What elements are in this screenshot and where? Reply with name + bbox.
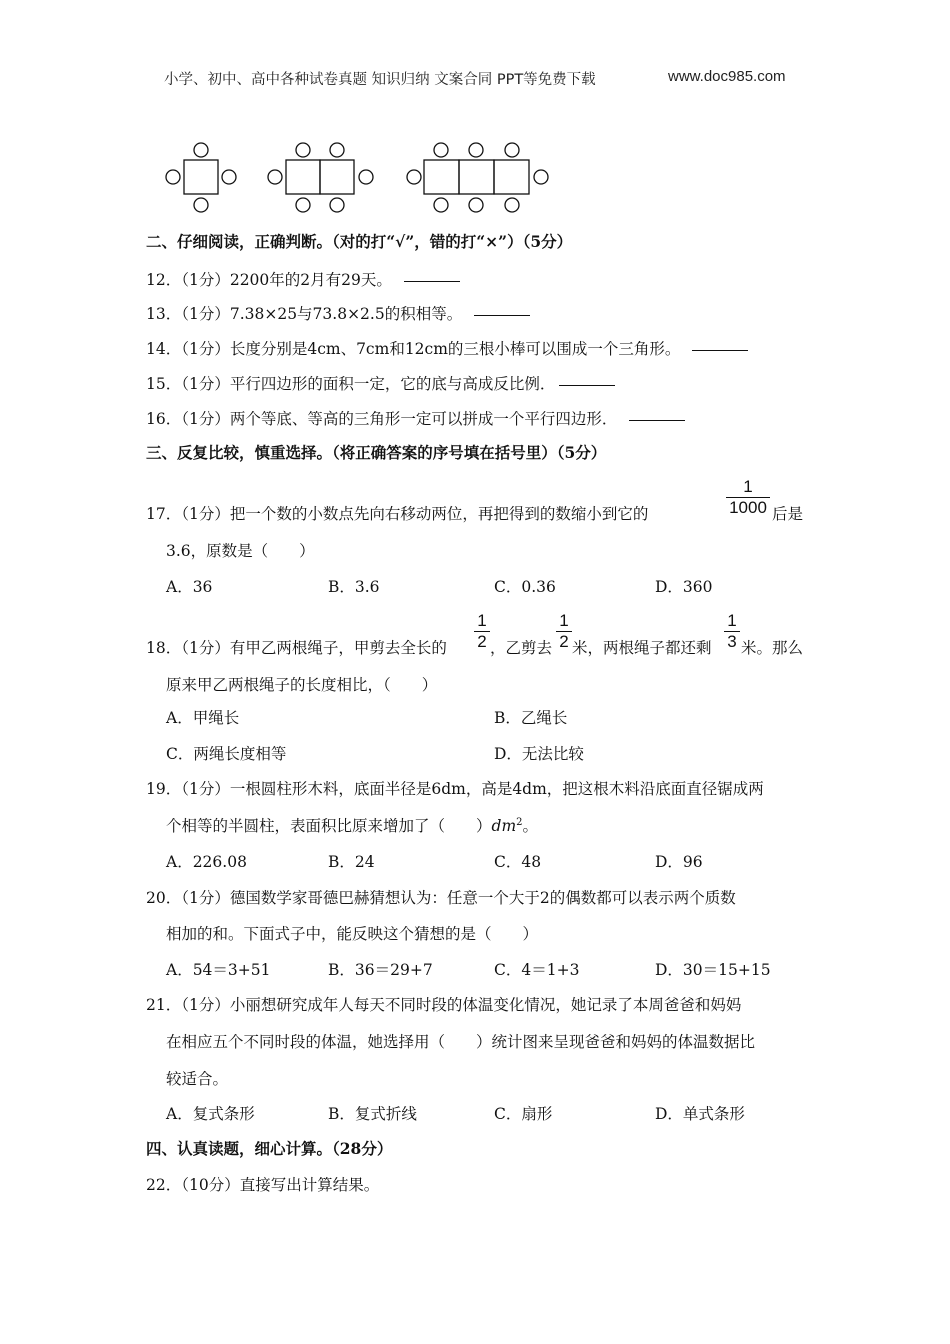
q21-option-d[interactable]: D．单式条形 [655, 1105, 745, 1123]
q13-text: 13．（1分）7.38×25与73.8×2.5的积相等。 [146, 305, 463, 323]
q21-option-c[interactable]: C．扇形 [494, 1105, 553, 1123]
q16-answer-blank[interactable] [629, 419, 685, 421]
q18-option-c[interactable]: C．两绳长度相等 [166, 745, 287, 763]
q18-part3: 米，两根绳子都还剩 [572, 639, 712, 657]
q19-option-a[interactable]: A．226.08 [166, 853, 247, 871]
q21-line1: 21．（1分）小丽想研究成年人每天不同时段的体温变化情况，她记录了本周爸爸和妈妈 [146, 996, 742, 1014]
q13-answer-blank[interactable] [474, 314, 530, 316]
q21-line3: 较适合。 [166, 1070, 229, 1088]
q20-line2: 相加的和。下面式子中，能反映这个猜想的是（ ） [166, 925, 539, 943]
q14-answer-blank[interactable] [692, 349, 748, 351]
q20-option-c[interactable]: C．4＝1+3 [494, 961, 580, 979]
q18-frac2-denominator: 2 [559, 632, 569, 651]
q17-option-b[interactable]: B．3.6 [328, 578, 380, 596]
question-14 [146, 337, 748, 359]
question-22: 22．（10分）直接写出计算结果。 [146, 1176, 380, 1194]
q15-text: 15．（1分）平行四边形的面积一定，它的底与高成反比例． [146, 375, 556, 393]
q19-unit: dm [491, 817, 517, 835]
q12-answer-blank[interactable] [404, 280, 460, 282]
q15-answer-blank[interactable] [559, 384, 615, 386]
question-15 [146, 372, 615, 394]
question-12 [146, 268, 460, 290]
two-tables-figure [268, 143, 373, 212]
q14-text: 14．（1分）长度分别是4cm、7cm和12cm的三根小棒可以围成一个三角形。 [146, 340, 681, 358]
q21-option-a[interactable]: A．复式条形 [166, 1105, 255, 1123]
q17-line1b: 后是 [772, 505, 804, 523]
q18-option-d[interactable]: D．无法比较 [494, 745, 584, 763]
q16-text: 16．（1分）两个等底、等高的三角形一定可以拼成一个平行四边形． [146, 410, 618, 428]
q17-frac-denominator: 1000 [729, 498, 767, 517]
q18-fraction-1 [474, 612, 490, 651]
q18-part4: 米。那么 [741, 639, 804, 657]
q18-frac2-numerator: 1 [556, 612, 572, 632]
q19-line2-text: 个相等的半圆柱，表面积比原来增加了（ ） [166, 817, 492, 835]
q17-line2: 3.6，原数是（ ） [166, 542, 315, 560]
q12-text: 12．（1分）2200年的2月有29天。 [146, 271, 392, 289]
header-left-text: 小学、初中、高中各种试卷真题 知识归纳 文案合同 PPT等免费下载 [164, 72, 596, 88]
q19-option-b[interactable]: B．24 [328, 853, 375, 871]
q20-option-b[interactable]: B．36＝29+7 [328, 961, 433, 979]
q20-option-a[interactable]: A．54＝3+51 [166, 961, 271, 979]
q20-option-d[interactable]: D．30＝15+15 [655, 961, 771, 979]
q19-option-d[interactable]: D．96 [655, 853, 703, 871]
section3-title: 三、反复比较，慎重选择。（将正确答案的序号填在括号里）（5分） [146, 443, 607, 462]
q19-option-c[interactable]: C．48 [494, 853, 542, 871]
q18-frac1-numerator: 1 [474, 612, 490, 632]
q19-unit-exponent: 2 [516, 816, 523, 828]
q21-line2: 在相应五个不同时段的体温，她选择用（ ）统计图来呈现爸爸和妈妈的体温数据比 [166, 1033, 756, 1051]
tables-chairs-figure [160, 140, 560, 216]
question-16 [146, 407, 685, 429]
q17-option-d[interactable]: D．360 [655, 578, 713, 596]
q19-line1: 19．（1分）一根圆柱形木料，底面半径是6dm，高是4dm，把这根木料沿底面直径锯成两 [146, 780, 764, 798]
three-tables-figure [407, 143, 548, 212]
q17-option-c[interactable]: C．0.36 [494, 578, 556, 596]
question-13 [146, 302, 530, 324]
section2-title: 二、仔细阅读，正确判断。（对的打“√”，错的打“×”）（5分） [146, 232, 573, 251]
q21-option-b[interactable]: B．复式折线 [328, 1105, 417, 1123]
q18-fraction-3 [724, 612, 740, 651]
q18-frac3-numerator: 1 [724, 612, 740, 632]
q19-line2-end: 。 [522, 817, 539, 835]
header-url: www.doc985.com [668, 68, 786, 85]
q17-line1a: 17．（1分）把一个数的小数点先向右移动两位，再把得到的数缩小到它的 [146, 505, 649, 523]
q17-fraction [726, 478, 770, 517]
q18-frac3-denominator: 3 [727, 632, 737, 651]
q19-line2 [166, 814, 538, 836]
section4-title: 四、认真读题，细心计算。（28分） [146, 1139, 393, 1158]
q20-line1: 20．（1分）德国数学家哥德巴赫猜想认为：任意一个大于2的偶数都可以表示两个质数 [146, 889, 736, 907]
q18-fraction-2 [556, 612, 572, 651]
q18-option-b[interactable]: B．乙绳长 [494, 709, 568, 727]
q18-option-a[interactable]: A．甲绳长 [166, 709, 240, 727]
q18-part2: ，乙剪去 [490, 639, 553, 657]
q17-frac-numerator: 1 [726, 478, 770, 498]
q18-line2: 原来甲乙两根绳子的长度相比，（ ） [166, 676, 438, 694]
q18-frac1-denominator: 2 [477, 632, 487, 651]
q18-part1: 18．（1分）有甲乙两根绳子，甲剪去全长的 [146, 639, 447, 657]
one-table-figure [166, 143, 236, 212]
q17-option-a[interactable]: A．36 [166, 578, 213, 596]
